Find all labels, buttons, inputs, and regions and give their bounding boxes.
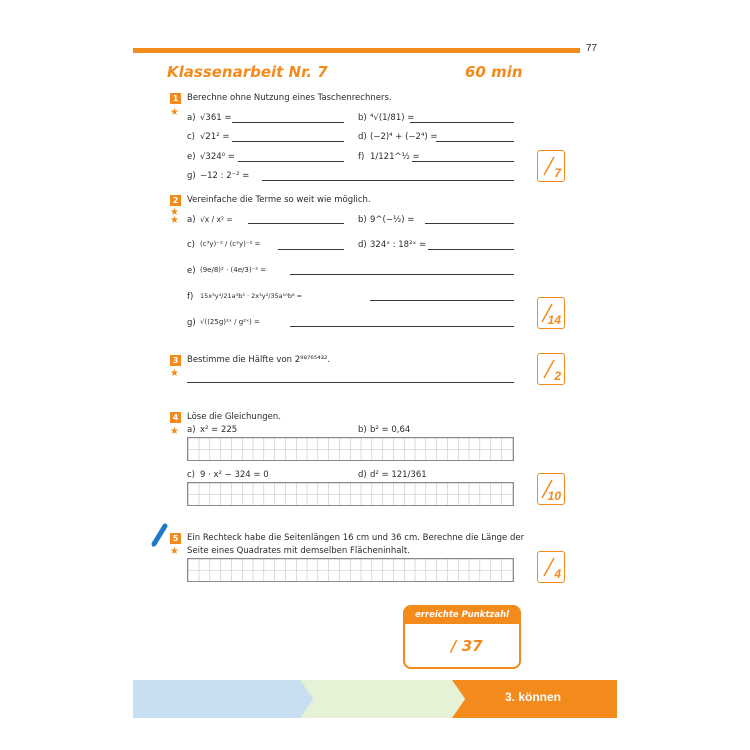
item-expression: 324ˣ : 18²ˣ = xyxy=(370,240,427,250)
star-icon: ★ xyxy=(170,426,179,437)
duration-label: 60 min xyxy=(465,63,523,81)
task-number: 4 xyxy=(170,412,181,423)
task-number: 3 xyxy=(170,355,181,366)
pencil-icon xyxy=(150,522,170,548)
item-expression: √361 = xyxy=(200,113,232,123)
item-label: g) xyxy=(187,318,196,328)
star-icon: ★ xyxy=(170,215,179,226)
item-label: d) xyxy=(358,470,367,480)
task-instruction: Löse die Gleichungen. xyxy=(187,412,281,422)
item-expression: (−2)⁴ + (−2⁴) = xyxy=(370,132,438,142)
footer-band-blue xyxy=(133,680,313,718)
item-label: g) xyxy=(187,171,196,181)
item-expression: √21² = xyxy=(200,132,230,142)
page-number: 77 xyxy=(586,43,598,54)
task-number: 5 xyxy=(170,533,181,544)
item-expression: √324⁰ = xyxy=(200,152,235,162)
answer-line[interactable] xyxy=(436,141,514,142)
star-icon: ★ xyxy=(170,107,179,118)
result-box xyxy=(403,605,521,669)
item-label: e) xyxy=(187,152,196,162)
answer-grid[interactable] xyxy=(187,437,514,461)
answer-line[interactable] xyxy=(428,249,514,250)
task-number: 1 xyxy=(170,93,181,104)
item-label: b) xyxy=(358,425,367,435)
item-label: d) xyxy=(358,240,367,250)
task-number: 2 xyxy=(170,195,181,206)
item-expression: b² = 0,64 xyxy=(370,425,411,435)
item-expression: x² = 225 xyxy=(200,425,238,435)
item-label: a) xyxy=(187,215,196,225)
item-expression: 9^(−½) = xyxy=(370,215,415,225)
answer-line[interactable] xyxy=(262,180,514,181)
page-title: Klassenarbeit Nr. 7 xyxy=(167,63,328,81)
answer-line[interactable] xyxy=(232,141,344,142)
task-instruction: Berechne ohne Nutzung eines Taschenrechners. xyxy=(187,93,392,103)
item-label: a) xyxy=(187,425,196,435)
item-label: f) xyxy=(187,292,194,302)
item-label: c) xyxy=(187,470,195,480)
points-value: 10 xyxy=(547,489,561,503)
item-expression: d² = 121/361 xyxy=(370,470,427,480)
points-value: 7 xyxy=(554,166,561,180)
item-label: e) xyxy=(187,266,196,276)
answer-line[interactable] xyxy=(290,274,514,275)
points-box xyxy=(537,551,565,583)
star-icon: ★ xyxy=(170,368,179,379)
points-box xyxy=(537,297,565,329)
item-label: d) xyxy=(358,132,367,142)
item-expression: √x / x² = xyxy=(200,215,233,224)
item-label: a) xyxy=(187,113,196,123)
result-heading: erreichte Punktzahl xyxy=(405,607,519,624)
answer-line[interactable] xyxy=(232,122,344,123)
points-box xyxy=(537,353,565,385)
item-label: c) xyxy=(187,240,195,250)
item-label: b) xyxy=(358,215,367,225)
item-expression: (9e/8)² · (4e/3)⁻² = xyxy=(200,266,267,274)
task-instruction-line1: Ein Rechteck habe die Seitenlängen 16 cm und 36 cm. Berechne die Länge der xyxy=(187,533,525,543)
footer-band-green xyxy=(300,680,470,718)
item-expression: 9 · x² − 324 = 0 xyxy=(200,470,269,480)
points-box xyxy=(537,150,565,182)
footer-label: 3. können xyxy=(505,690,562,704)
answer-line[interactable] xyxy=(278,249,344,250)
points-box xyxy=(537,473,565,505)
task-instruction: Bestimme die Hälfte von 2⁹⁸⁷⁶⁵⁴³². xyxy=(187,355,331,365)
answer-line[interactable] xyxy=(370,300,514,301)
points-value: 14 xyxy=(547,313,561,327)
star-icon: ★ xyxy=(170,207,179,218)
answer-grid[interactable] xyxy=(187,482,514,506)
item-expression: 15x³y⁴/21a³b⁵ · 2x³y²/35a¹⁰b⁸ = xyxy=(200,292,303,300)
star-icon: ★ xyxy=(170,546,179,557)
answer-line[interactable] xyxy=(238,161,344,162)
task-instruction: Vereinfache die Terme so weit wie möglich. xyxy=(187,195,371,205)
answer-line[interactable] xyxy=(290,326,514,327)
points-value: 4 xyxy=(554,567,561,581)
points-value: 2 xyxy=(554,369,561,383)
answer-line[interactable] xyxy=(187,382,514,383)
item-expression: √((25g)²ˣ / g²ˣ) = xyxy=(200,318,260,326)
answer-line[interactable] xyxy=(248,223,344,224)
result-total: / 37 xyxy=(451,637,483,655)
answer-line[interactable] xyxy=(425,223,514,224)
item-expression: −12 : 2⁻² = xyxy=(200,171,250,181)
item-expression: 1/121^½ = xyxy=(370,152,420,162)
item-label: c) xyxy=(187,132,195,142)
answer-line[interactable] xyxy=(410,122,514,123)
item-expression: ⁴√(1/81) = xyxy=(370,113,415,123)
header-bar xyxy=(133,48,580,53)
answer-grid[interactable] xyxy=(187,558,514,582)
answer-line[interactable] xyxy=(412,161,514,162)
item-label: f) xyxy=(358,152,365,162)
item-expression: (c³y)⁻² / (c²y)⁻² = xyxy=(200,240,261,248)
task-instruction-line2: Seite eines Quadrates mit demselben Flächeninhalt. xyxy=(187,546,410,556)
item-label: b) xyxy=(358,113,367,123)
